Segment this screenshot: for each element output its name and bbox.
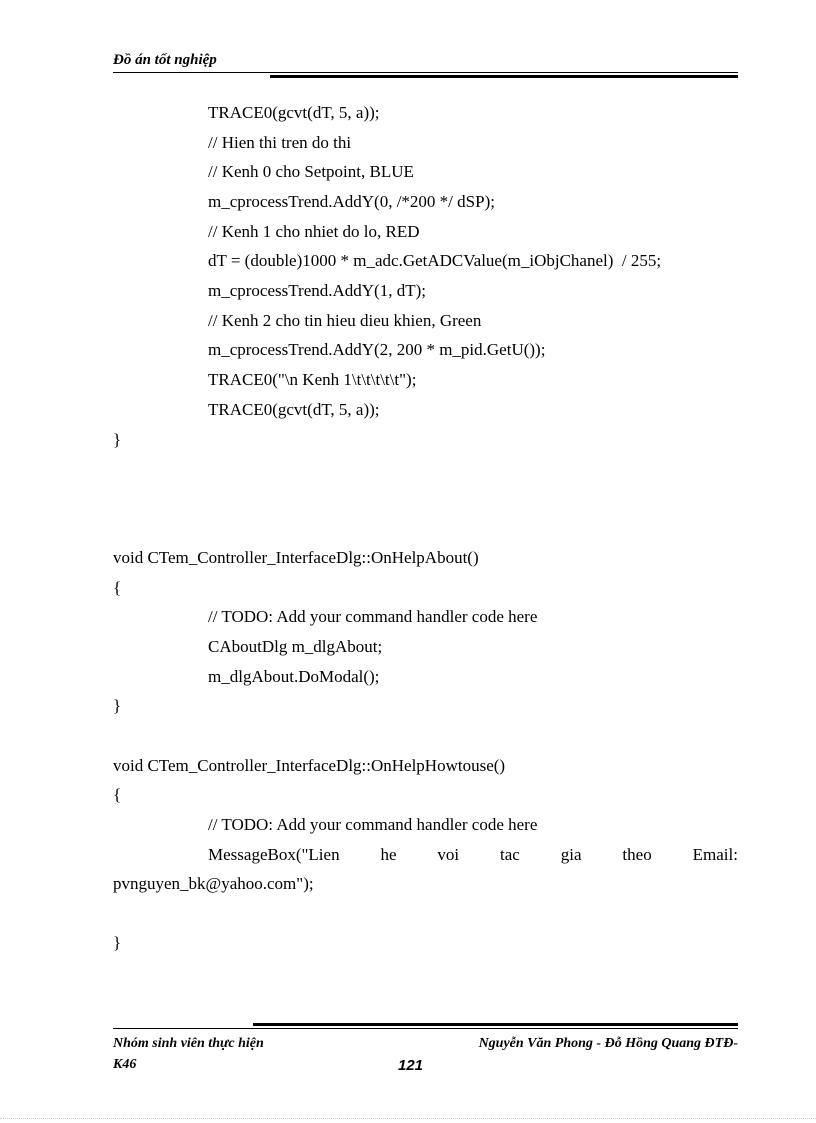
code-line: TRACE0("\n Kenh 1\t\t\t\t\t"); — [208, 370, 417, 389]
code-word: Email: — [692, 845, 738, 864]
code-line: // Kenh 0 cho Setpoint, BLUE — [208, 162, 414, 181]
code-word: theo — [622, 845, 652, 864]
code-word: he — [380, 845, 397, 864]
document-title: Đồ án tốt nghiệp — [113, 52, 217, 68]
code-line: // TODO: Add your command handler code here — [208, 815, 538, 834]
code-word: MessageBox("Lien — [208, 845, 340, 864]
code-line: m_dlgAbout.DoModal(); — [208, 667, 380, 686]
code-line: m_cprocessTrend.AddY(0, /*200 */ dSP); — [208, 192, 495, 211]
message-box-line — [208, 845, 738, 865]
code-line: TRACE0(gcvt(dT, 5, a)); — [208, 400, 380, 419]
code-line: m_cprocessTrend.AddY(1, dT); — [208, 281, 426, 300]
code-line: CAboutDlg m_dlgAbout; — [208, 637, 383, 656]
code-line: { — [113, 785, 122, 804]
page-number: 121 — [398, 1057, 424, 1074]
code-line: void CTem_Controller_InterfaceDlg::OnHelpHowtouse() — [113, 756, 506, 775]
code-line: } — [113, 430, 122, 449]
footer-rule-thick — [253, 1023, 738, 1026]
code-word: tac — [500, 845, 520, 864]
code-line: TRACE0(gcvt(dT, 5, a)); — [208, 103, 380, 122]
footer-group-label: Nhóm sinh viên thực hiện — [113, 1036, 264, 1051]
code-word: gia — [560, 845, 582, 864]
code-line: { — [113, 578, 122, 597]
code-line: // Kenh 1 cho nhiet do lo, RED — [208, 222, 420, 241]
code-line: // Hien thi tren do thi — [208, 133, 352, 152]
code-line: dT = (double)1000 * m_adc.GetADCValue(m_iObjChanel) / 255; — [208, 251, 662, 270]
code-line: // TODO: Add your command handler code here — [208, 607, 538, 626]
code-line: void CTem_Controller_InterfaceDlg::OnHelpAbout() — [113, 548, 479, 567]
footer-authors: Nguyễn Văn Phong - Đỗ Hồng Quang ĐTĐ- — [478, 1036, 738, 1051]
code-line: pvnguyen_bk@yahoo.com"); — [113, 874, 314, 893]
code-line: } — [113, 696, 122, 715]
code-word: voi — [437, 845, 460, 864]
code-line: } — [113, 933, 122, 952]
code-line: m_cprocessTrend.AddY(2, 200 * m_pid.GetU()); — [208, 340, 546, 359]
footer-rule-thin — [113, 1028, 738, 1029]
footer-class-code: K46 — [113, 1057, 137, 1072]
page-edge — [0, 1118, 816, 1119]
code-line: // Kenh 2 cho tin hieu dieu khien, Green — [208, 311, 482, 330]
